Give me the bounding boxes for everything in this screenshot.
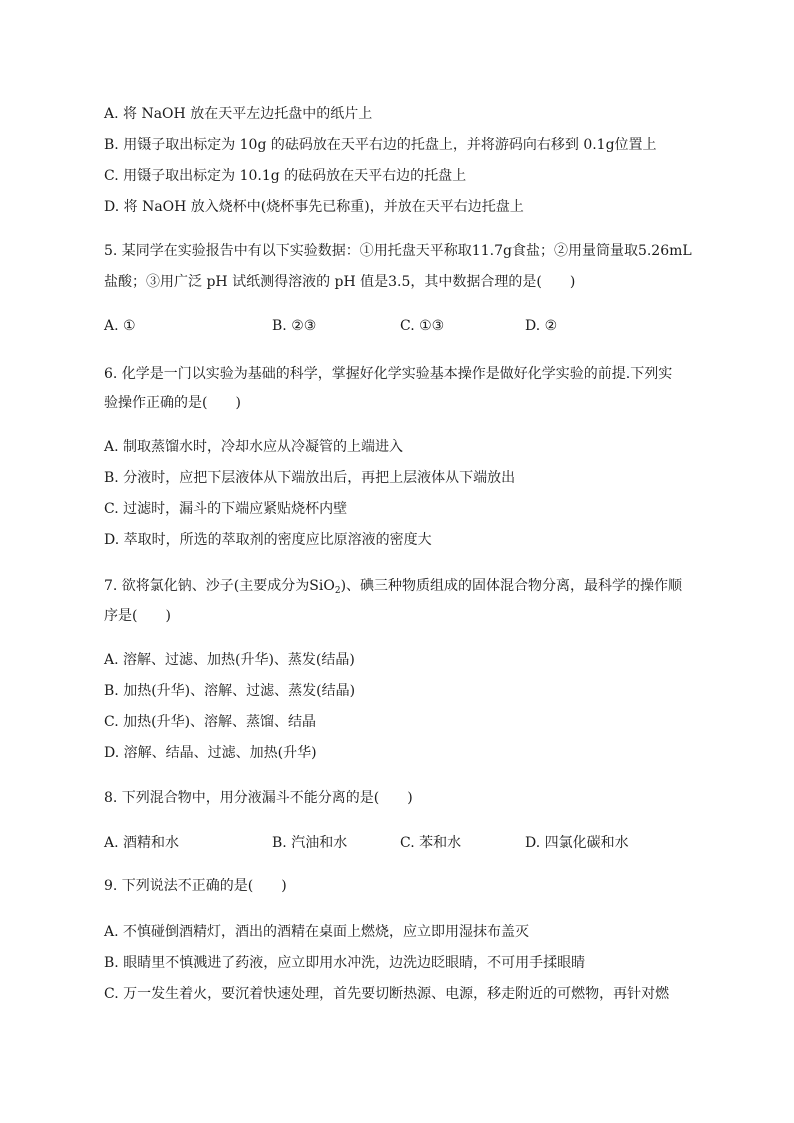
q7-option-d: D. 溶解、结晶、过滤、加热(升华) xyxy=(104,745,317,761)
q5-option-b: B. ②③ xyxy=(272,318,317,334)
q5-option-a: A. ① xyxy=(104,318,136,334)
q9-option-a: A. 不慎碰倒酒精灯，酒出的酒精在桌面上燃烧，应立即用湿抹布盖灭 xyxy=(104,924,530,940)
q8-option-a: A. 酒精和水 xyxy=(104,835,180,851)
q6-option-a: A. 制取蒸馏水时，冷却水应从冷凝管的上端进入 xyxy=(104,439,404,455)
q7-option-c: C. 加热(升华)、溶解、蒸馏、结晶 xyxy=(104,714,317,730)
q5-stem-line1: 5. 某同学在实验报告中有以下实验数据：①用托盘天平称取11.7g食盐；②用量筒量取5.26mL xyxy=(104,243,692,259)
q9-stem: 9. 下列说法不正确的是( ) xyxy=(104,878,287,894)
q8-stem: 8. 下列混合物中，用分液漏斗不能分离的是( ) xyxy=(104,790,413,806)
q4-option-a: A. 将 NaOH 放在天平左边托盘中的纸片上 xyxy=(104,106,373,122)
q7-stem-line2: 序是( ) xyxy=(104,608,171,624)
q7-option-a: A. 溶解、过滤、加热(升华)、蒸发(结晶) xyxy=(104,652,355,668)
q9-option-c: C. 万一发生着火，要沉着快速处理，首先要切断热源、电源，移走附近的可燃物，再针对燃 xyxy=(104,986,670,1002)
q6-stem-line2: 验操作正确的是( ) xyxy=(104,395,241,411)
q7-stem-before: 7. 欲将氯化钠、沙子(主要成分为 xyxy=(104,578,310,594)
q8-option-c: C. 苯和水 xyxy=(400,835,462,851)
q5-stem-line2: 盐酸；③用广泛 pH 试纸测得溶液的 pH 值是3.5，其中数据合理的是( ) xyxy=(104,274,576,290)
q8-options xyxy=(104,833,704,853)
q5-option-d: D. ② xyxy=(525,318,558,334)
q8-option-b: B. 汽油和水 xyxy=(272,835,348,851)
q7-stem-line1 xyxy=(104,576,682,596)
q9-option-b: B. 眼睛里不慎溅进了药液，应立即用水冲洗，边洗边眨眼睛，不可用手揉眼睛 xyxy=(104,955,586,971)
q6-stem-line1: 6. 化学是一门以实验为基础的科学，掌握好化学实验基本操作是做好化学实验的前提.下列实 xyxy=(104,366,673,382)
q4-option-c: C. 用镊子取出标定为 10.1g 的砝码放在天平右边的托盘上 xyxy=(104,168,467,184)
q6-option-c: C. 过滤时，漏斗的下端应紧贴烧杯内壁 xyxy=(104,501,348,517)
q7-option-b: B. 加热(升华)、溶解、过滤、蒸发(结晶) xyxy=(104,683,356,699)
q7-stem-after: )、碘三种物质组成的固体混合物分离，最科学的操作顺 xyxy=(340,578,683,594)
q7-formula: SiO$_2$ xyxy=(309,578,341,596)
q6-option-b: B. 分液时，应把下层液体从下端放出后，再把上层液体从下端放出 xyxy=(104,470,516,486)
q4-option-d: D. 将 NaOH 放入烧杯中(烧杯事先已称重)，并放在天平右边托盘上 xyxy=(104,199,524,215)
q8-option-d: D. 四氯化碳和水 xyxy=(525,835,629,851)
q5-option-c: C. ①③ xyxy=(400,318,445,334)
q4-option-b: B. 用镊子取出标定为 10g 的砝码放在天平右边的托盘上，并将游码向右移到 0.1g位置上 xyxy=(104,137,657,153)
q6-option-d: D. 萃取时，所选的萃取剂的密度应比原溶液的密度大 xyxy=(104,532,432,548)
q5-options xyxy=(104,316,704,336)
